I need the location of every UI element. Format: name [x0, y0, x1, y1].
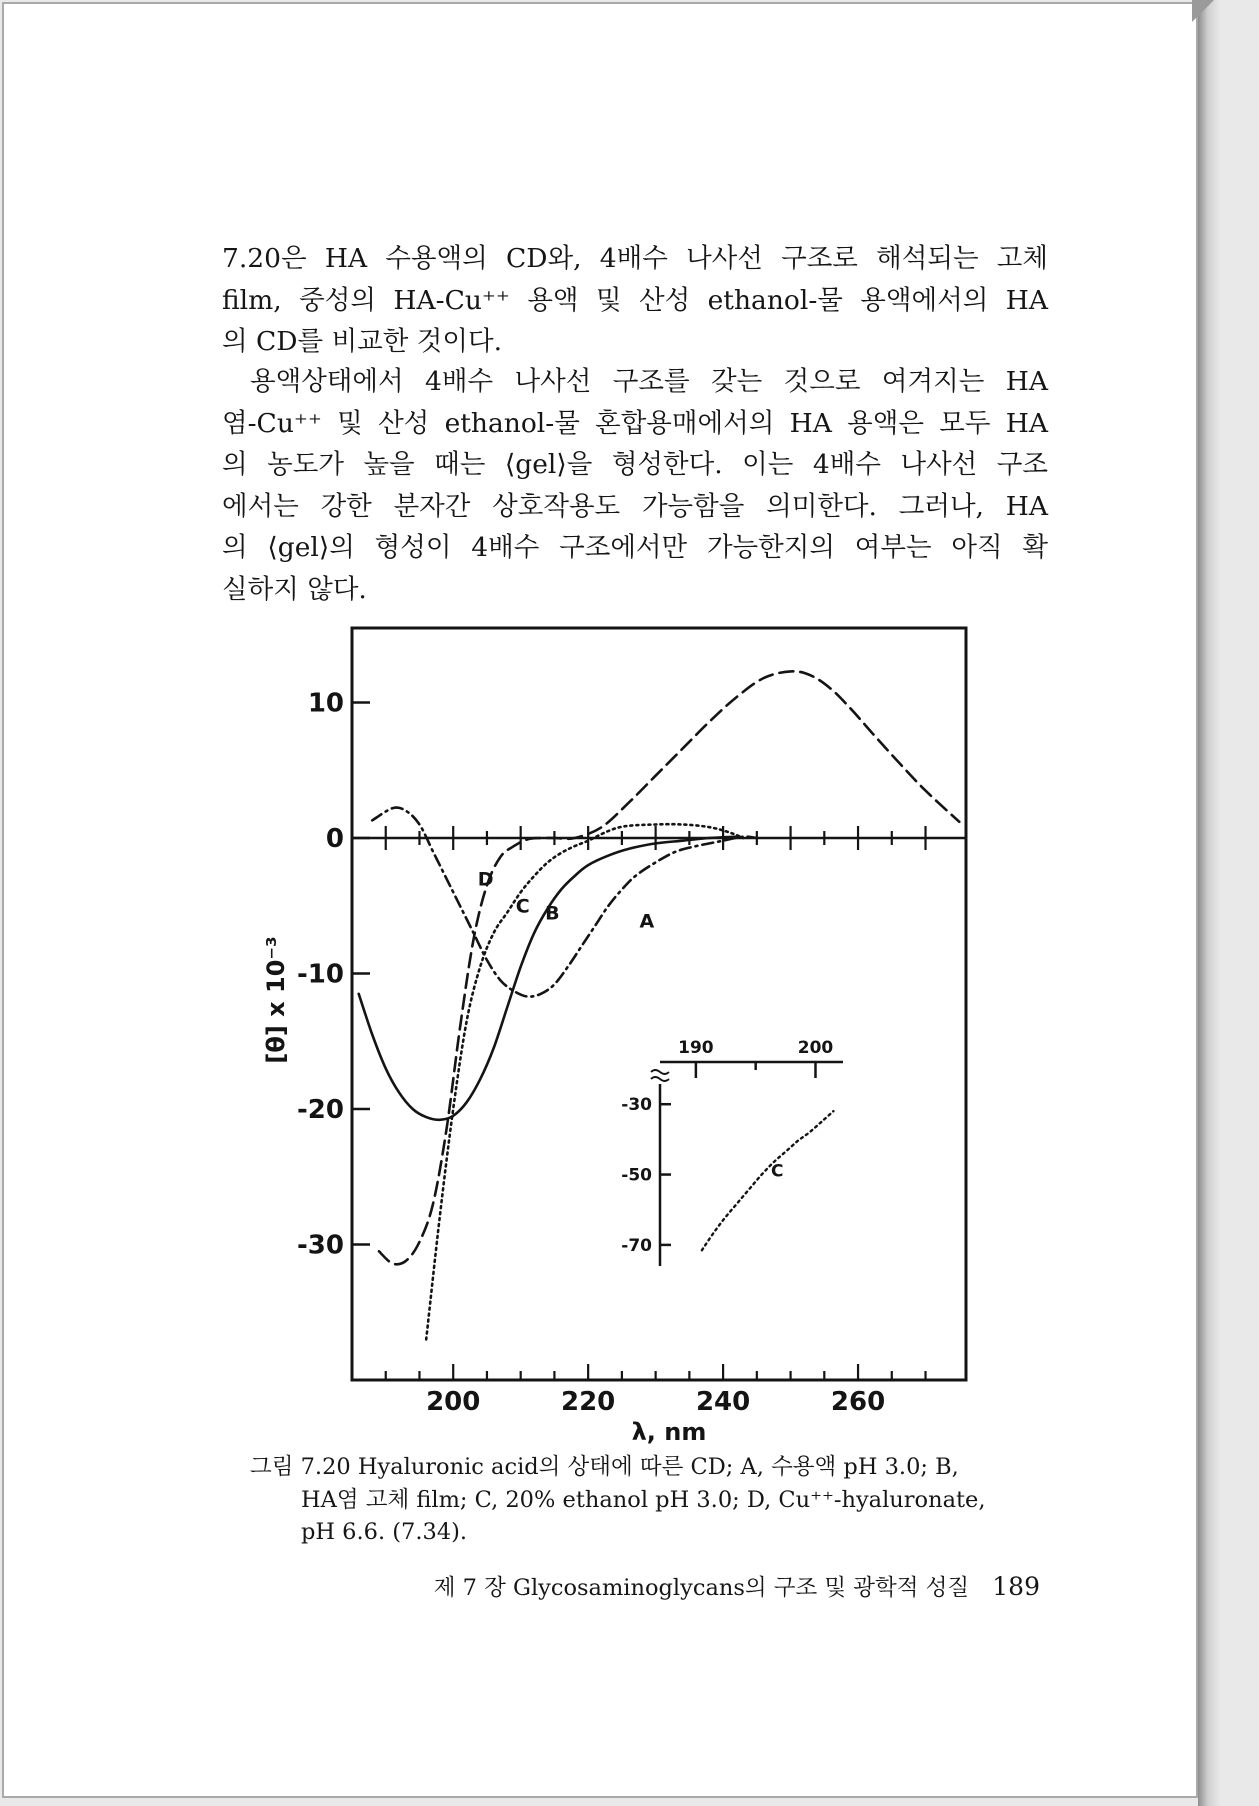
x-tick-label: 220	[561, 1387, 616, 1417]
page-number: 189	[992, 1572, 1040, 1601]
series-a-curve	[372, 808, 757, 997]
y-tick-label: -20	[297, 1095, 344, 1126]
paragraph-1-line-2: film, 중성의 HA-Cu⁺⁺ 용액 및 산성 ethanol-물 용액에서의 HA	[222, 284, 1048, 316]
inset-curve-label-c: C	[770, 1161, 784, 1182]
series-b-curve	[359, 837, 737, 1120]
plot-frame	[352, 628, 966, 1380]
inset-y-tick-label: -70	[621, 1235, 652, 1256]
paragraph-2-line-4: 에서는 강한 분자간 상호작용도 가능함을 의미한다. 그러나, HA	[222, 490, 1048, 522]
inset-x-tick-label: 200	[797, 1038, 834, 1058]
series-c-curve	[426, 824, 743, 1339]
paragraph-2-line-5: 의 ⟨gel⟩의 형성이 4배수 구조에서만 가능한지의 여부는 아직 확	[222, 532, 1048, 563]
paragraph-2-line-1: 용액상태에서 4배수 나사선 구조를 갖는 것으로 여겨지는 HA	[250, 366, 1048, 397]
inset-series-c-curve	[702, 1111, 834, 1250]
running-footer-title: 제 7 장 Glycosaminoglycans의 구조 및 광학적 성질	[433, 1575, 970, 1601]
x-tick-label: 240	[695, 1387, 751, 1417]
inset-y-tick-label: -50	[621, 1165, 652, 1186]
y-axis-label: [θ] x 10⁻³	[262, 936, 290, 1064]
curve-label-c: C	[515, 895, 530, 918]
caption-line-3: pH 6.6. (7.34).	[301, 1519, 468, 1545]
y-tick-label: 0	[325, 824, 344, 855]
paragraph-1-line-3: 의 CD를 비교한 것이다.	[222, 326, 503, 357]
inset-axis-break	[651, 1070, 669, 1081]
y-tick-label: -10	[297, 959, 344, 990]
paragraph-1-line-1: 7.20은 HA 수용액의 CD와, 4배수 나사선 구조로 해석되는 고체	[222, 243, 1048, 274]
paragraph-2-line-2: 염-Cu⁺⁺ 및 산성 ethanol-물 혼합용매에서의 HA 용액은 모두 HA	[222, 407, 1048, 439]
curve-label-b: B	[545, 902, 560, 925]
x-tick-label: 260	[830, 1387, 886, 1417]
caption-line-1: 그림 7.20 Hyaluronic acid의 상태에 따른 CD; A, 수용액 pH 3.0; B,	[250, 1454, 959, 1480]
inset-y-tick-label: -30	[621, 1095, 652, 1116]
curve-label-d: D	[477, 868, 494, 891]
x-axis-label: λ, nm	[631, 1418, 707, 1446]
curve-label-a: A	[639, 910, 655, 933]
x-tick-label: 200	[426, 1387, 481, 1417]
page-footer	[400, 1570, 1040, 1602]
figure-caption	[250, 1451, 1050, 1549]
y-tick-label: 10	[307, 688, 344, 719]
paragraph-2-line-6: 실하지 않다.	[222, 573, 367, 605]
inset-x-tick-label: 190	[678, 1038, 714, 1058]
paragraph-2-line-3: 의 농도가 높을 때는 ⟨gel⟩을 형성한다. 이는 4배수 나사선 구조	[222, 449, 1048, 480]
y-tick-label: -30	[297, 1230, 344, 1261]
caption-line-2: HA염 고체 film; C, 20% ethanol pH 3.0; D, Cu⁺⁺-hyaluronate,	[301, 1486, 986, 1513]
